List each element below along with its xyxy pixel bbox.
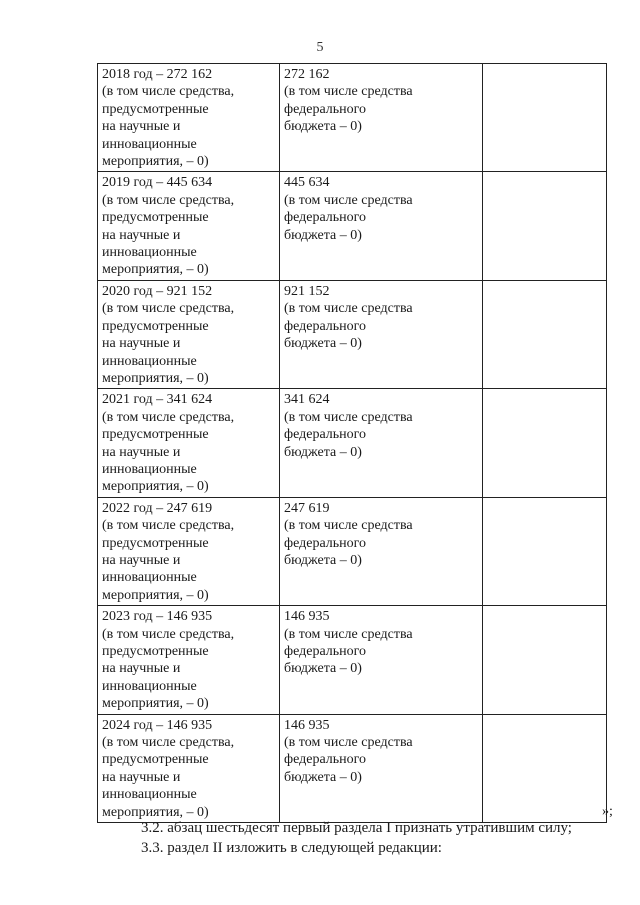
year-total-cell [98,497,280,605]
budget-table [97,63,607,823]
year-note-text: (в том числе средства, [102,735,235,751]
table-row [98,64,607,172]
amount-note-text: федерального [284,210,367,226]
year-total-text: 2020 год – 921 152 [102,283,213,299]
table-row [98,606,607,714]
year-note-text: на научные и [102,769,181,785]
year-note-text: (в том числе средства, [102,626,235,642]
table-row [98,714,607,822]
closing-quote: »; [602,804,613,819]
amount-note-text: (в том числе средства [284,192,413,208]
amount-note-text: федерального [284,752,367,768]
year-total-cell [98,64,280,172]
year-total-cell [98,389,280,497]
amount-note-text: (в том числе средства [284,735,413,751]
amount-note-text: бюджета – 0) [284,769,362,785]
amount-note-text: федерального [284,535,367,551]
amount-text: 445 634 [284,175,330,191]
year-note-text: инновационные [102,570,197,586]
year-note-text: предусмотренные [102,535,209,551]
amount-note-text: федерального [284,644,367,659]
table-row [98,280,607,388]
amount-text: 272 162 [284,67,330,82]
amount-note-text: (в том числе средства [284,409,413,425]
amount-note-text: федерального [284,427,367,443]
empty-cell [483,280,607,388]
year-note-text: предусмотренные [102,427,209,443]
year-total-text: 2022 год – 247 619 [102,500,213,516]
amount-cell [280,714,483,822]
year-total-text: 2024 год – 146 935 [102,717,213,733]
amount-text: 921 152 [284,283,330,299]
year-note-text: мероприятия, – 0) [102,154,209,170]
year-note-text: на научные и [102,227,181,243]
amount-note-text: бюджета – 0) [284,227,362,243]
year-note-text: (в том числе средства, [102,192,235,208]
year-note-text: предусмотренные [102,752,209,768]
amount-text: 146 935 [284,717,330,733]
page-number: 5 [316,40,324,55]
amount-note-text: бюджета – 0) [284,552,362,568]
year-note-text: инновационные [102,678,197,694]
paragraph-3-2: 3.2. абзац шестьдесят первый раздела I признать утратившим силу; [141,820,572,836]
year-note-text: на научные и [102,119,181,135]
amount-cell [280,497,483,605]
amount-note-text: бюджета – 0) [284,661,362,677]
amount-text: 247 619 [284,500,330,516]
empty-cell [483,389,607,497]
amount-cell [280,280,483,388]
year-note-text: (в том числе средства, [102,518,235,534]
year-note-text: предусмотренные [102,318,209,334]
year-note-text: мероприятия, – 0) [102,370,209,386]
year-note-text: мероприятия, – 0) [102,479,209,495]
year-note-text: мероприятия, – 0) [102,804,209,820]
year-note-text: мероприятия, – 0) [102,696,209,712]
amount-note-text: (в том числе средства [284,626,413,642]
year-note-text: предусмотренные [102,644,209,659]
year-total-cell [98,280,280,388]
year-total-cell [98,172,280,280]
amount-note-text: федерального [284,318,367,334]
year-note-text: инновационные [102,461,197,477]
year-note-text: (в том числе средства, [102,84,235,100]
amount-text: 341 624 [284,392,330,408]
year-total-text: 2023 год – 146 935 [102,609,213,625]
year-note-text: предусмотренные [102,210,209,226]
amount-cell [280,389,483,497]
year-note-text: на научные и [102,552,181,568]
amount-note-text: (в том числе средства [284,518,413,534]
year-note-text: (в том числе средства, [102,301,235,317]
amount-cell [280,606,483,714]
year-total-cell [98,714,280,822]
empty-cell [483,714,607,822]
amount-note-text: (в том числе средства [284,301,413,317]
year-note-text: инновационные [102,245,197,261]
amount-note-text: бюджета – 0) [284,119,362,135]
budget-table-body [98,64,607,823]
year-note-text: мероприятия, – 0) [102,262,209,278]
year-note-text: инновационные [102,353,197,369]
empty-cell [483,64,607,172]
year-note-text: на научные и [102,444,181,460]
amount-cell [280,64,483,172]
year-note-text: на научные и [102,661,181,677]
year-note-text: инновационные [102,787,197,803]
table-row [98,172,607,280]
amount-cell [280,172,483,280]
amount-note-text: бюджета – 0) [284,336,362,352]
year-note-text: предусмотренные [102,101,209,117]
amount-note-text: федерального [284,101,367,117]
amount-note-text: бюджета – 0) [284,444,362,460]
year-note-text: мероприятия, – 0) [102,587,209,603]
year-total-text: 2019 год – 445 634 [102,175,213,191]
year-total-cell [98,606,280,714]
empty-cell [483,172,607,280]
year-note-text: на научные и [102,336,181,352]
table-row [98,497,607,605]
empty-cell [483,497,607,605]
year-note-text: (в том числе средства, [102,409,235,425]
year-note-text: инновационные [102,136,197,152]
year-total-text: 2021 год – 341 624 [102,392,213,408]
amount-text: 146 935 [284,609,330,625]
paragraph-3-3: 3.3. раздел II изложить в следующей редакции: [141,840,442,856]
table-row [98,389,607,497]
empty-cell [483,606,607,714]
amount-note-text: (в том числе средства [284,84,413,100]
year-total-text: 2018 год – 272 162 [102,67,213,82]
